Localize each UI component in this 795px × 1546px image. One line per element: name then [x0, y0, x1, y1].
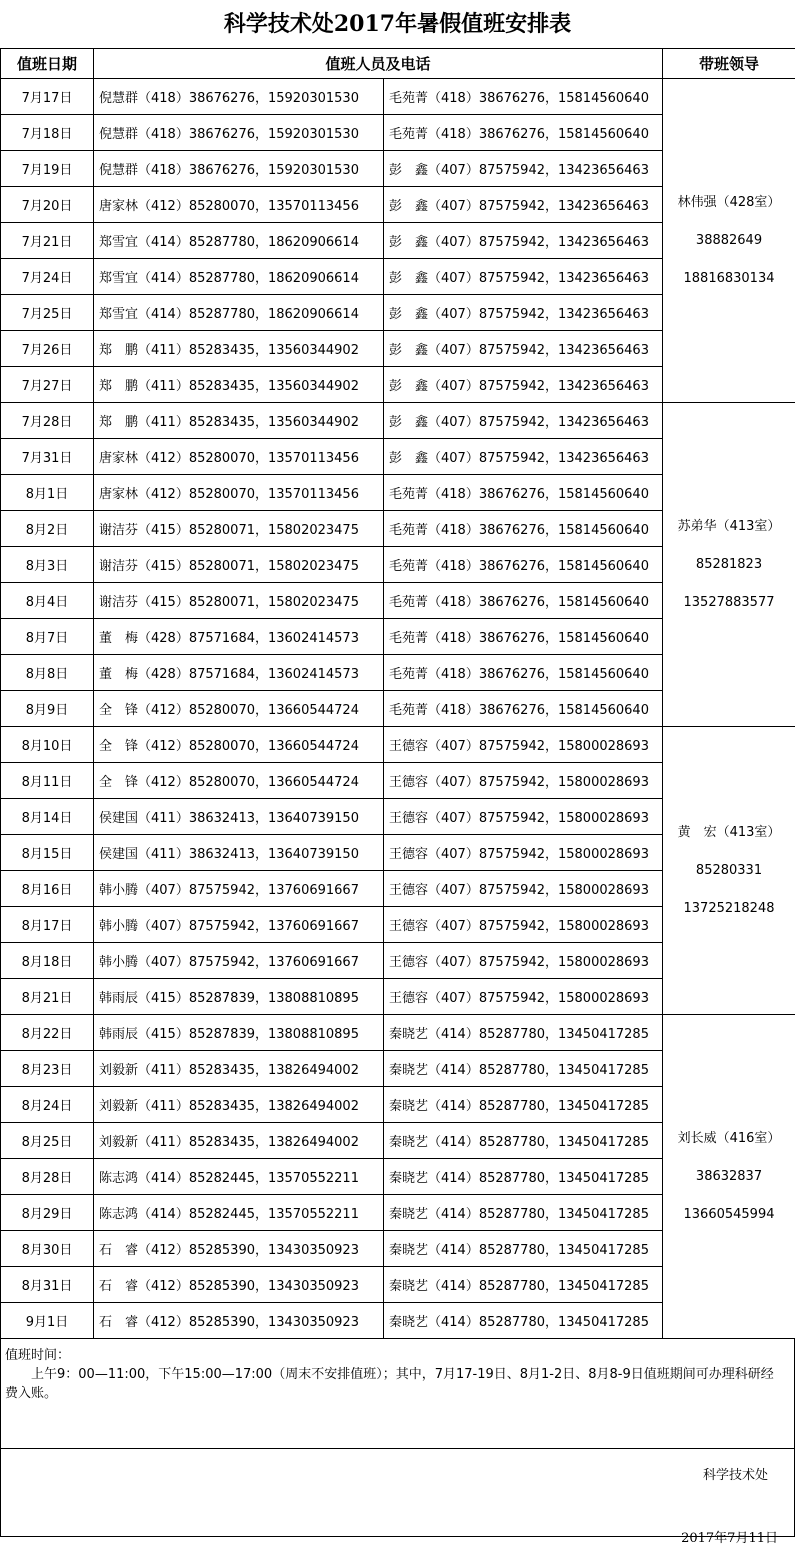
duty-person-2: 秦晓艺（414）85287780，13450417285 — [384, 1267, 663, 1303]
leader-name: 林伟强（428室） — [663, 184, 795, 222]
duty-date: 7月20日 — [1, 187, 94, 223]
page-title: 科学技术处2017年暑假值班安排表 — [0, 0, 795, 48]
duty-date: 7月26日 — [1, 331, 94, 367]
duty-date: 8月31日 — [1, 1267, 94, 1303]
leader-name: 黄 宏（413室） — [663, 814, 795, 852]
leader-mobile: 13527883577 — [663, 584, 795, 622]
duty-date: 8月29日 — [1, 1195, 94, 1231]
footer — [0, 1448, 795, 1537]
duty-person-1: 韩小腾（407）87575942，13760691667 — [94, 943, 384, 979]
duty-person-2: 彭 鑫（407）87575942，13423656463 — [384, 223, 663, 259]
duty-person-2: 彭 鑫（407）87575942，13423656463 — [384, 259, 663, 295]
duty-person-1: 郑 鹏（411）85283435，13560344902 — [94, 367, 384, 403]
issue-date: 2017年7月11日 — [681, 1527, 778, 1546]
duty-person-1: 侯建国（411）38632413，13640739150 — [94, 835, 384, 871]
duty-date: 8月4日 — [1, 583, 94, 619]
duty-person-1: 倪慧群（418）38676276，15920301530 — [94, 115, 384, 151]
leader-name: 苏弟华（413室） — [663, 508, 795, 546]
duty-person-1: 谢洁芬（415）85280071，15802023475 — [94, 547, 384, 583]
duty-date: 8月24日 — [1, 1087, 94, 1123]
leader-cell — [663, 79, 795, 403]
duty-person-1: 郑 鹏（411）85283435，13560344902 — [94, 331, 384, 367]
duty-person-1: 郑雪宜（414）85287780，18620906614 — [94, 259, 384, 295]
duty-person-2: 王德容（407）87575942，15800028693 — [384, 907, 663, 943]
duty-date: 8月18日 — [1, 943, 94, 979]
duty-person-1: 韩小腾（407）87575942，13760691667 — [94, 907, 384, 943]
duty-person-2: 毛苑菁（418）38676276，15814560640 — [384, 547, 663, 583]
leader-name: 刘长威（416室） — [663, 1120, 795, 1158]
duty-person-2: 彭 鑫（407）87575942，13423656463 — [384, 187, 663, 223]
duty-date: 8月25日 — [1, 1123, 94, 1159]
duty-person-2: 秦晓艺（414）85287780，13450417285 — [384, 1123, 663, 1159]
duty-time-notes — [0, 1338, 795, 1449]
duty-date: 8月10日 — [1, 727, 94, 763]
duty-person-1: 唐家林（412）85280070，13570113456 — [94, 439, 384, 475]
duty-person-1: 谢洁芬（415）85280071，15802023475 — [94, 583, 384, 619]
duty-date: 8月28日 — [1, 1159, 94, 1195]
duty-person-2: 秦晓艺（414）85287780，13450417285 — [384, 1051, 663, 1087]
duty-person-2: 毛苑菁（418）38676276，15814560640 — [384, 511, 663, 547]
duty-person-1: 倪慧群（418）38676276，15920301530 — [94, 79, 384, 115]
duty-date: 8月30日 — [1, 1231, 94, 1267]
duty-date: 8月9日 — [1, 691, 94, 727]
header-staff: 值班人员及电话 — [94, 49, 663, 79]
duty-person-2: 秦晓艺（414）85287780，13450417285 — [384, 1087, 663, 1123]
duty-date: 7月17日 — [1, 79, 94, 115]
leader-mobile: 13725218248 — [663, 890, 795, 928]
duty-person-1: 刘毅新（411）85283435，13826494002 — [94, 1087, 384, 1123]
table-row — [1, 727, 795, 763]
duty-date: 8月11日 — [1, 763, 94, 799]
duty-person-1: 侯建国（411）38632413，13640739150 — [94, 799, 384, 835]
leader-phone: 38632837 — [663, 1158, 795, 1196]
table-row — [1, 79, 795, 115]
duty-person-1: 倪慧群（418）38676276，15920301530 — [94, 151, 384, 187]
duty-person-2: 秦晓艺（414）85287780，13450417285 — [384, 1195, 663, 1231]
leader-mobile: 18816830134 — [663, 260, 795, 298]
duty-date: 8月7日 — [1, 619, 94, 655]
duty-date: 7月25日 — [1, 295, 94, 331]
duty-person-1: 石 睿（412）85285390，13430350923 — [94, 1303, 384, 1339]
leader-cell — [663, 403, 795, 727]
duty-person-1: 陈志鸿（414）85282445，13570552211 — [94, 1195, 384, 1231]
duty-person-2: 彭 鑫（407）87575942，13423656463 — [384, 439, 663, 475]
duty-person-1: 全 锋（412）85280070，13660544724 — [94, 763, 384, 799]
duty-person-2: 彭 鑫（407）87575942，13423656463 — [384, 151, 663, 187]
duty-person-2: 秦晓艺（414）85287780，13450417285 — [384, 1015, 663, 1051]
duty-schedule-table — [0, 48, 795, 1339]
duty-date: 8月8日 — [1, 655, 94, 691]
duty-date: 7月27日 — [1, 367, 94, 403]
table-header-row — [1, 49, 795, 79]
table-row — [1, 403, 795, 439]
notes-text: 上午9：00—11:00，下午15:00—17:00（周末不安排值班）；其中，7月17-19日、8月1-2日、8月8-9日值班期间可办理科研经费入账。 — [1, 1365, 794, 1403]
issuer-name: 科学技术处 — [703, 1464, 768, 1483]
leader-phone: 85281823 — [663, 546, 795, 584]
table-row — [1, 1015, 795, 1051]
duty-person-2: 王德容（407）87575942，15800028693 — [384, 943, 663, 979]
duty-date: 8月14日 — [1, 799, 94, 835]
duty-person-2: 王德容（407）87575942，15800028693 — [384, 763, 663, 799]
duty-date: 8月23日 — [1, 1051, 94, 1087]
duty-person-1: 韩小腾（407）87575942，13760691667 — [94, 871, 384, 907]
duty-person-2: 毛苑菁（418）38676276，15814560640 — [384, 115, 663, 151]
duty-person-1: 全 锋（412）85280070，13660544724 — [94, 691, 384, 727]
duty-person-2: 王德容（407）87575942，15800028693 — [384, 835, 663, 871]
duty-person-1: 陈志鸿（414）85282445，13570552211 — [94, 1159, 384, 1195]
leader-cell — [663, 1015, 795, 1339]
duty-person-1: 董 梅（428）87571684，13602414573 — [94, 619, 384, 655]
duty-person-2: 毛苑菁（418）38676276，15814560640 — [384, 655, 663, 691]
duty-person-1: 郑雪宜（414）85287780，18620906614 — [94, 295, 384, 331]
duty-date: 8月1日 — [1, 475, 94, 511]
duty-date: 7月21日 — [1, 223, 94, 259]
duty-person-2: 王德容（407）87575942，15800028693 — [384, 799, 663, 835]
duty-person-2: 毛苑菁（418）38676276，15814560640 — [384, 619, 663, 655]
duty-date: 7月28日 — [1, 403, 94, 439]
duty-date: 8月15日 — [1, 835, 94, 871]
duty-date: 7月18日 — [1, 115, 94, 151]
duty-person-2: 秦晓艺（414）85287780，13450417285 — [384, 1303, 663, 1339]
duty-person-2: 彭 鑫（407）87575942，13423656463 — [384, 331, 663, 367]
notes-label: 值班时间： — [1, 1338, 794, 1365]
duty-person-1: 韩雨辰（415）85287839，13808810895 — [94, 979, 384, 1015]
duty-person-2: 彭 鑫（407）87575942，13423656463 — [384, 403, 663, 439]
duty-date: 8月22日 — [1, 1015, 94, 1051]
duty-person-2: 彭 鑫（407）87575942，13423656463 — [384, 295, 663, 331]
duty-person-2: 彭 鑫（407）87575942，13423656463 — [384, 367, 663, 403]
schedule-body — [1, 79, 795, 1339]
duty-person-2: 毛苑菁（418）38676276，15814560640 — [384, 583, 663, 619]
duty-person-1: 唐家林（412）85280070，13570113456 — [94, 187, 384, 223]
duty-date: 7月19日 — [1, 151, 94, 187]
duty-person-2: 毛苑菁（418）38676276，15814560640 — [384, 79, 663, 115]
duty-date: 7月24日 — [1, 259, 94, 295]
duty-person-2: 毛苑菁（418）38676276，15814560640 — [384, 691, 663, 727]
duty-person-2: 毛苑菁（418）38676276，15814560640 — [384, 475, 663, 511]
leader-cell — [663, 727, 795, 1015]
leader-phone: 85280331 — [663, 852, 795, 890]
duty-person-1: 石 睿（412）85285390，13430350923 — [94, 1267, 384, 1303]
duty-person-1: 全 锋（412）85280070，13660544724 — [94, 727, 384, 763]
duty-person-1: 郑雪宜（414）85287780，18620906614 — [94, 223, 384, 259]
duty-person-2: 王德容（407）87575942，15800028693 — [384, 727, 663, 763]
leader-mobile: 13660545994 — [663, 1196, 795, 1234]
header-date: 值班日期 — [1, 49, 94, 79]
duty-person-1: 郑 鹏（411）85283435，13560344902 — [94, 403, 384, 439]
duty-person-2: 秦晓艺（414）85287780，13450417285 — [384, 1159, 663, 1195]
duty-date: 8月2日 — [1, 511, 94, 547]
duty-person-1: 谢洁芬（415）85280071，15802023475 — [94, 511, 384, 547]
duty-person-2: 王德容（407）87575942，15800028693 — [384, 979, 663, 1015]
duty-date: 8月21日 — [1, 979, 94, 1015]
duty-person-1: 唐家林（412）85280070，13570113456 — [94, 475, 384, 511]
duty-date: 8月16日 — [1, 871, 94, 907]
duty-person-2: 秦晓艺（414）85287780，13450417285 — [384, 1231, 663, 1267]
duty-person-1: 石 睿（412）85285390，13430350923 — [94, 1231, 384, 1267]
leader-phone: 38882649 — [663, 222, 795, 260]
duty-date: 8月17日 — [1, 907, 94, 943]
duty-person-1: 刘毅新（411）85283435，13826494002 — [94, 1051, 384, 1087]
duty-date: 8月3日 — [1, 547, 94, 583]
duty-person-1: 董 梅（428）87571684，13602414573 — [94, 655, 384, 691]
duty-date: 9月1日 — [1, 1303, 94, 1339]
duty-date: 7月31日 — [1, 439, 94, 475]
duty-person-1: 韩雨辰（415）85287839，13808810895 — [94, 1015, 384, 1051]
header-leader: 带班领导 — [663, 49, 795, 79]
duty-person-2: 王德容（407）87575942，15800028693 — [384, 871, 663, 907]
duty-person-1: 刘毅新（411）85283435，13826494002 — [94, 1123, 384, 1159]
